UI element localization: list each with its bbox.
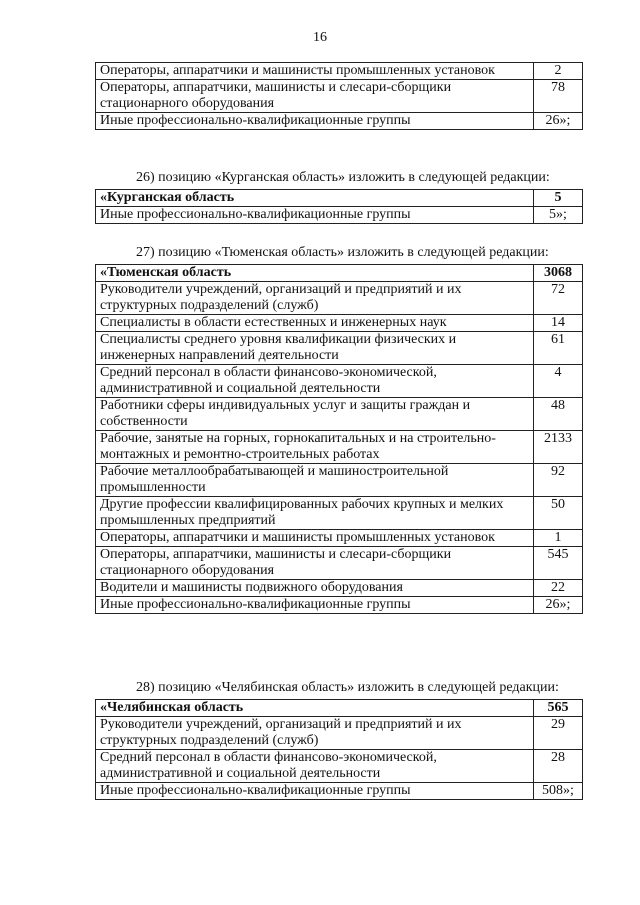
group-value: 48 (534, 398, 583, 431)
section-27-intro: 27) позицию «Тюменская область» изложить в следующей редакции: (136, 245, 549, 260)
table-chelyabinsk (95, 699, 583, 800)
table-row (96, 547, 583, 580)
group-value: 61 (534, 332, 583, 365)
table-row (96, 580, 583, 597)
group-label: Операторы, аппаратчики, машинисты и слесари-сборщики стационарного оборудования (96, 547, 534, 580)
table-header-row (96, 190, 583, 207)
group-value: 50 (534, 497, 583, 530)
table-row (96, 365, 583, 398)
table-row (96, 431, 583, 464)
table-body (96, 190, 583, 224)
group-label: Работники сферы индивидуальных услуг и защиты граждан и собственности (96, 398, 534, 431)
table-row (96, 113, 583, 130)
group-label: Иные профессионально-квалификационные группы (96, 597, 534, 614)
group-value: 92 (534, 464, 583, 497)
group-value: 1 (534, 530, 583, 547)
table-row (96, 497, 583, 530)
page-number: 16 (313, 30, 327, 45)
table-row (96, 63, 583, 80)
group-label: Рабочие, занятые на горных, горнокапитальных и на строительно-монтажных и ремонтно-строительных работах (96, 431, 534, 464)
group-value: 14 (534, 315, 583, 332)
table-row (96, 315, 583, 332)
region-name: «Курганская область (96, 190, 534, 207)
group-label: Водители и машинисты подвижного оборудования (96, 580, 534, 597)
table-row (96, 717, 583, 750)
table-row (96, 398, 583, 431)
group-value: 26»; (534, 113, 583, 130)
table-row (96, 282, 583, 315)
group-label: Другие профессии квалифицированных рабочих крупных и мелких промышленных предприятий (96, 497, 534, 530)
region-name: «Челябинская область (96, 700, 534, 717)
group-label: Рабочие металлообрабатывающей и машиностроительной промышленности (96, 464, 534, 497)
table-row (96, 597, 583, 614)
region-total: 565 (534, 700, 583, 717)
group-value: 29 (534, 717, 583, 750)
group-value: 5»; (534, 207, 583, 224)
group-label: Иные профессионально-квалификационные группы (96, 783, 534, 800)
table-row (96, 332, 583, 365)
group-value: 72 (534, 282, 583, 315)
table-row (96, 80, 583, 113)
region-total: 5 (534, 190, 583, 207)
group-value: 22 (534, 580, 583, 597)
group-label: Иные профессионально-квалификационные группы (96, 207, 534, 224)
table-body (96, 63, 583, 130)
table-continuation (95, 62, 583, 130)
table-header-row (96, 265, 583, 282)
section-26-intro: 26) позицию «Курганская область» изложить в следующей редакции: (136, 170, 550, 185)
table-header-row (96, 700, 583, 717)
section-28-intro: 28) позицию «Челябинская область» изложить в следующей редакции: (136, 680, 559, 695)
group-label: Операторы, аппаратчики и машинисты промышленных установок (96, 530, 534, 547)
table-row (96, 783, 583, 800)
table-row (96, 464, 583, 497)
group-label: Специалисты среднего уровня квалификации физических и инженерных направлений деятельности (96, 332, 534, 365)
group-label: Специалисты в области естественных и инженерных наук (96, 315, 534, 332)
region-total: 3068 (534, 265, 583, 282)
group-value: 78 (534, 80, 583, 113)
table-row (96, 530, 583, 547)
table-body (96, 700, 583, 800)
group-label: Иные профессионально-квалификационные группы (96, 113, 534, 130)
table-tyumen (95, 264, 583, 614)
group-value: 28 (534, 750, 583, 783)
region-name: «Тюменская область (96, 265, 534, 282)
table-row (96, 750, 583, 783)
group-label: Руководители учреждений, организаций и предприятий и их структурных подразделений (служб) (96, 282, 534, 315)
table-kurgan (95, 189, 583, 224)
group-value: 2 (534, 63, 583, 80)
group-label: Операторы, аппаратчики, машинисты и слесари-сборщики стационарного оборудования (96, 80, 534, 113)
group-value: 545 (534, 547, 583, 580)
table-body (96, 265, 583, 614)
group-value: 4 (534, 365, 583, 398)
group-value: 2133 (534, 431, 583, 464)
group-label: Средний персонал в области финансово-экономической, административной и социальной деятельности (96, 365, 534, 398)
group-label: Средний персонал в области финансово-экономической, административной и социальной деятельности (96, 750, 534, 783)
group-value: 508»; (534, 783, 583, 800)
group-label: Руководители учреждений, организаций и предприятий и их структурных подразделений (служб) (96, 717, 534, 750)
table-row (96, 207, 583, 224)
group-value: 26»; (534, 597, 583, 614)
group-label: Операторы, аппаратчики и машинисты промышленных установок (96, 63, 534, 80)
